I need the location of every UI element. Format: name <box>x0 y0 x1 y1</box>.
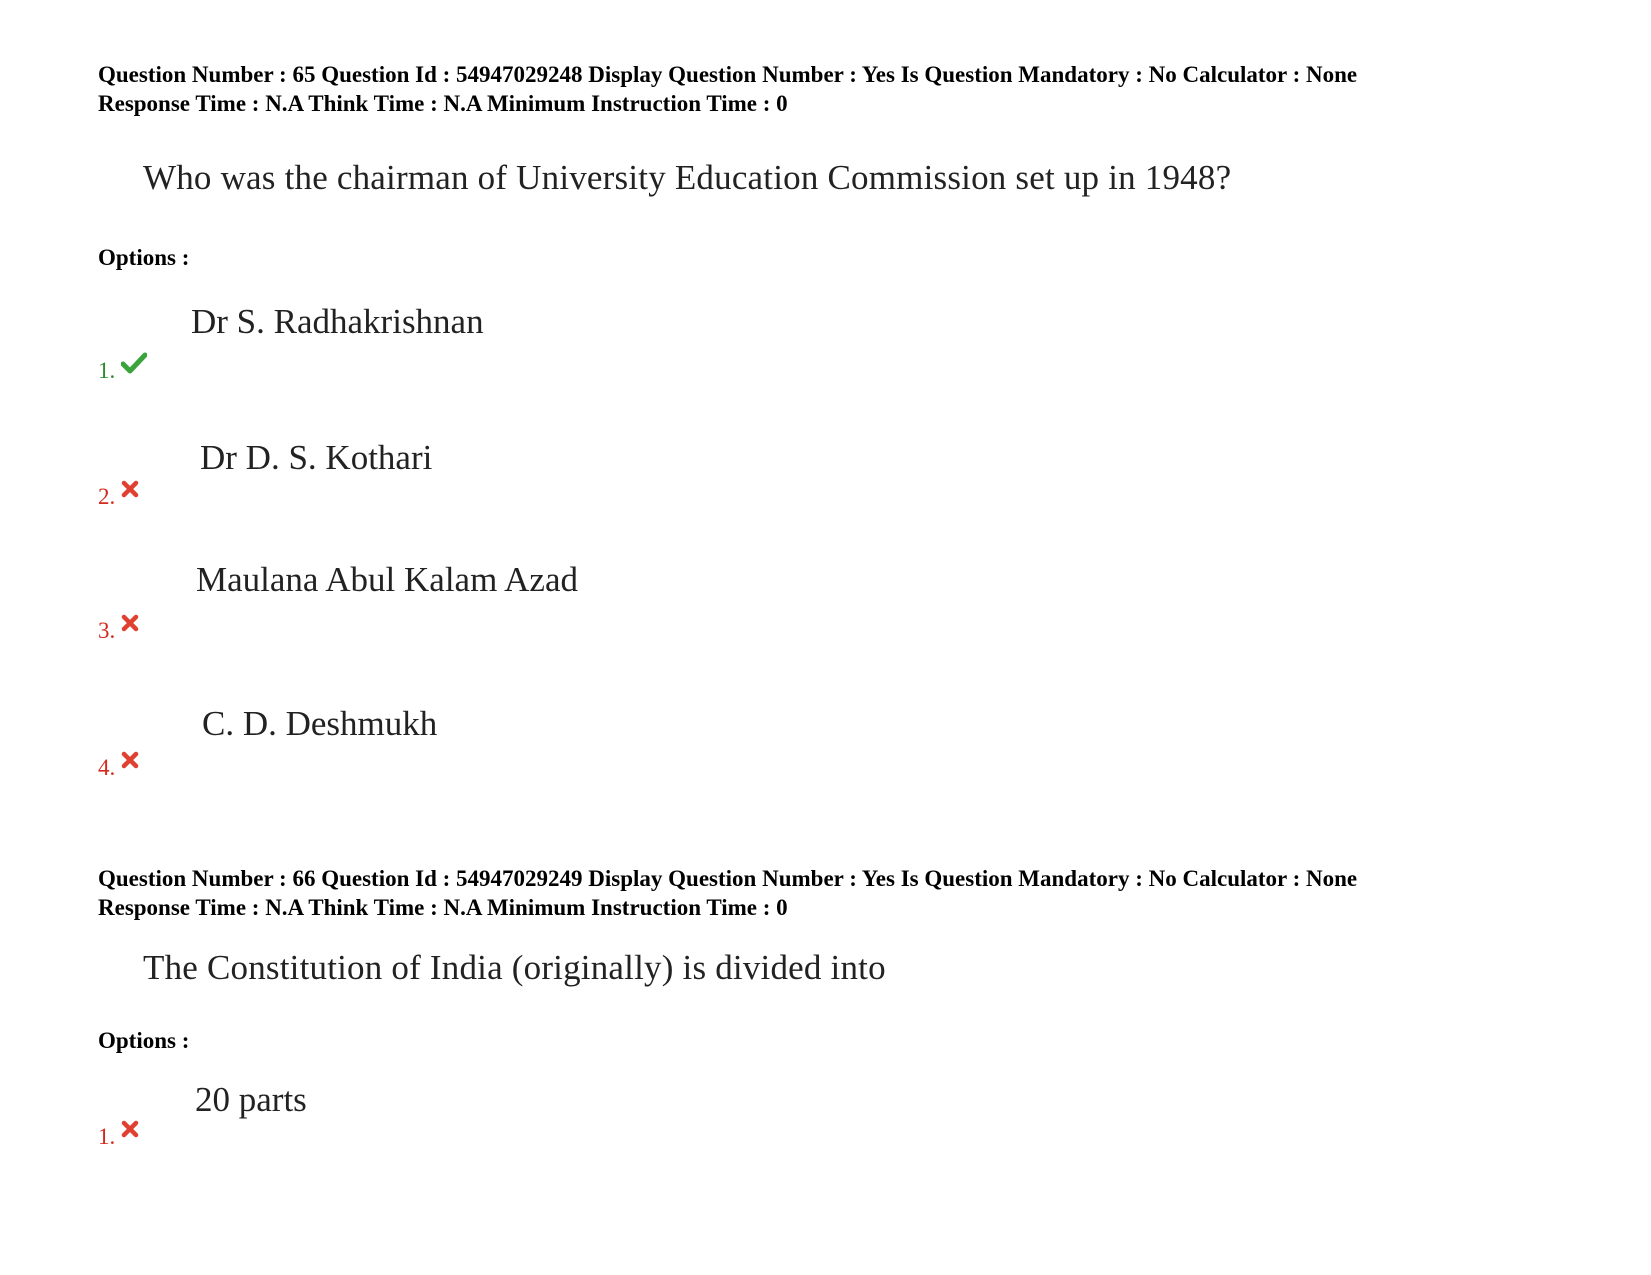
options-heading: Options : <box>98 245 190 270</box>
option-text: Maulana Abul Kalam Azad <box>196 560 578 599</box>
question-text: Who was the chairman of University Education Commission set up in 1948? <box>143 158 1232 197</box>
cross-icon <box>121 749 139 775</box>
option-marker <box>98 755 139 781</box>
option-marker <box>98 1124 139 1150</box>
option-text: Dr S. Radhakrishnan <box>191 302 484 341</box>
question-meta-line1: Question Number : 65 Question Id : 54947029248 Display Question Number : Yes Is Question Mandatory : No Calculator : None <box>98 62 1358 87</box>
options-heading: Options : <box>98 1028 190 1053</box>
option-number: 3. <box>98 618 116 643</box>
option-text: C. D. Deshmukh <box>202 704 438 743</box>
check-icon <box>121 352 147 380</box>
option-marker <box>98 484 139 510</box>
question-meta-line2: Response Time : N.A Think Time : N.A Minimum Instruction Time : 0 <box>98 91 788 116</box>
cross-icon <box>121 612 139 638</box>
cross-icon <box>121 1118 139 1144</box>
option-marker <box>98 618 139 644</box>
question-meta-line1: Question Number : 66 Question Id : 54947029249 Display Question Number : Yes Is Question Mandatory : No Calculator : None <box>98 866 1358 891</box>
cross-icon <box>121 478 139 504</box>
option-number: 1. <box>98 358 116 383</box>
option-number: 1. <box>98 1124 116 1149</box>
option-text: 20 parts <box>195 1080 307 1119</box>
option-number: 4. <box>98 755 116 780</box>
question-meta-line2: Response Time : N.A Think Time : N.A Minimum Instruction Time : 0 <box>98 895 788 920</box>
option-number: 2. <box>98 484 116 509</box>
option-marker <box>98 358 147 384</box>
question-meta <box>98 864 1357 922</box>
question-meta <box>98 60 1357 118</box>
question-text: The Constitution of India (originally) is divided into <box>143 948 886 987</box>
option-text: Dr D. S. Kothari <box>200 438 433 477</box>
